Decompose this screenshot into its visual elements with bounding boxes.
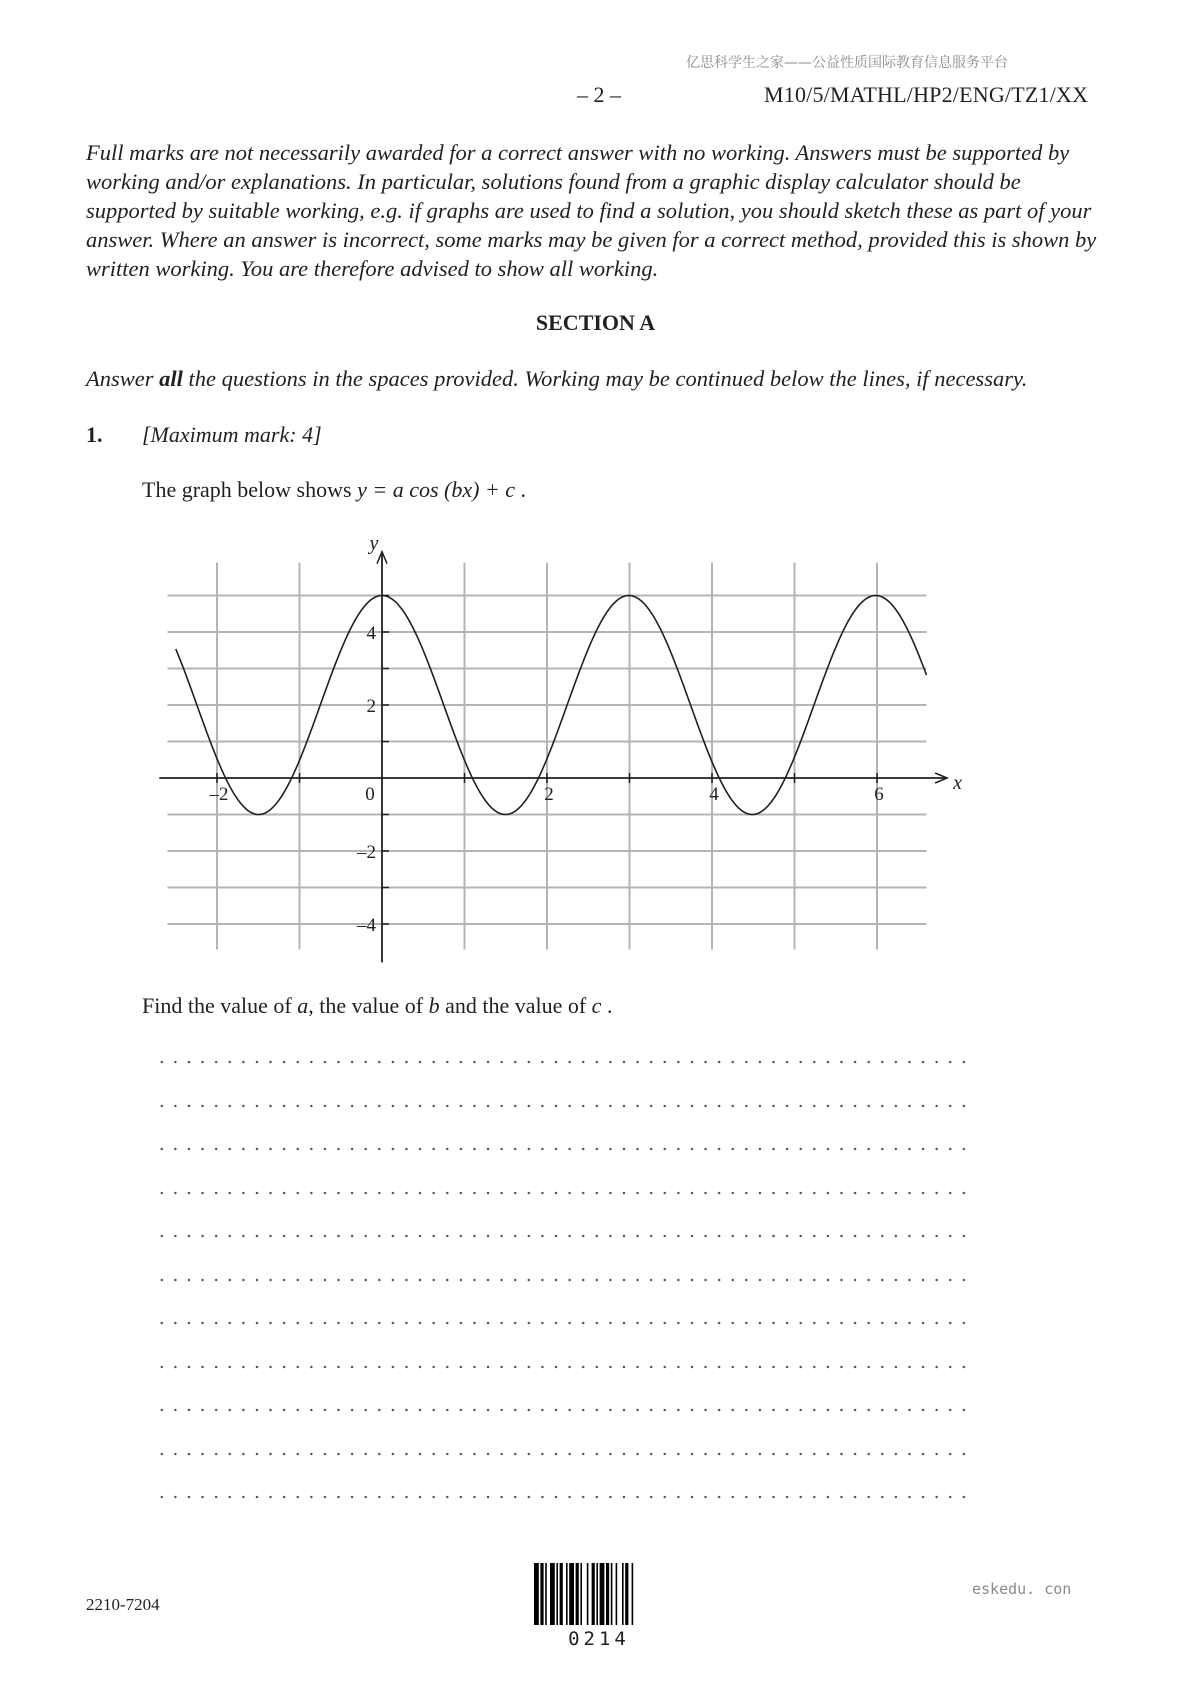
footer-watermark: eskedu. con	[972, 1580, 1072, 1598]
barcode-bar	[545, 1563, 547, 1625]
section-instruction: Answer all the questions in the spaces provided. Working may be continued below the lines, if necessary.	[86, 366, 1028, 391]
answer-area[interactable]	[155, 1060, 970, 1539]
x-tick-label: 2	[544, 784, 554, 805]
cosine-graph	[160, 520, 963, 960]
answer-line[interactable]	[155, 1104, 970, 1148]
y-tick-label: 2	[366, 696, 376, 717]
y-tick-label: 4	[366, 623, 376, 644]
answer-line[interactable]	[155, 1495, 970, 1539]
section-title: SECTION A	[535, 310, 656, 335]
barcode-bar	[611, 1563, 613, 1625]
question-number: 1.	[86, 422, 103, 447]
answer-line[interactable]	[155, 1408, 970, 1452]
var-a: a	[297, 993, 309, 1018]
answer-line[interactable]	[155, 1147, 970, 1191]
barcode-bar	[622, 1563, 624, 1625]
barcode-bar	[534, 1563, 539, 1625]
answer-line[interactable]	[155, 1365, 970, 1409]
answer-line[interactable]	[155, 1191, 970, 1235]
barcode-bar	[596, 1563, 598, 1625]
answer-line[interactable]	[155, 1234, 970, 1278]
x-tick-label: –2	[209, 784, 229, 805]
barcode-bar	[606, 1563, 609, 1625]
barcode-bar	[556, 1563, 558, 1625]
question-stem: The graph below shows y = a cos (bx) + c .	[142, 477, 527, 502]
emphasis-all: all	[159, 366, 183, 391]
paper-code: M10/5/MATHL/HP2/ENG/TZ1/XX	[764, 82, 1089, 107]
barcode-bar	[600, 1563, 605, 1625]
page-number: – 2 –	[577, 82, 621, 107]
answer-line[interactable]	[155, 1060, 970, 1104]
answer-line[interactable]	[155, 1321, 970, 1365]
barcode-bar	[625, 1563, 628, 1625]
barcode-bar	[569, 1563, 574, 1625]
answer-line[interactable]	[155, 1452, 970, 1496]
var-c: c	[591, 993, 602, 1018]
barcode-bar	[540, 1563, 543, 1625]
barcode-bar	[616, 1563, 618, 1625]
question-task: Find the value of a, the value of b and the value of c .	[142, 993, 613, 1018]
document-number: 2210-7204	[86, 1595, 160, 1614]
barcode-bar	[587, 1563, 589, 1625]
barcode-bar	[632, 1563, 634, 1625]
y-axis-label: y	[369, 532, 379, 555]
x-tick-label: 4	[709, 784, 719, 805]
x-axis-label: x	[953, 772, 963, 794]
barcode-bar	[580, 1563, 582, 1625]
barcode-bar	[566, 1563, 568, 1625]
barcode-bar	[560, 1563, 563, 1625]
header-watermark: 亿思科学生之家——公益性质国际教育信息服务平台	[686, 55, 1008, 71]
barcode-bar	[592, 1563, 595, 1625]
barcode-bar	[576, 1563, 579, 1625]
y-tick-label: –2	[357, 842, 376, 863]
barcode-number: 0214	[568, 1628, 630, 1650]
var-b: b	[428, 993, 440, 1018]
x-tick-label: 6	[874, 784, 884, 805]
question-marks: [Maximum mark: 4]	[142, 422, 322, 447]
y-tick-label: –4	[357, 915, 376, 936]
general-instructions: Full marks are not necessarily awarded for a correct answer with no working. Answers must be supported by working and/or explanations. In particular, solutions found from a graphic display calculator should be supported by suitable working, e.g. if graphs are used to find a solution, you should sketch these as part of your answer. Where an answer is incorrect, some marks may be given for a correct method, provided this is shown by written working. You are therefore advised to show all working.	[86, 140, 1097, 281]
barcode	[534, 1563, 664, 1625]
barcode-bar	[550, 1563, 555, 1625]
answer-line[interactable]	[155, 1278, 970, 1322]
function-formula: y = a cos (bx) + c	[357, 477, 516, 502]
x-tick-label: 0	[365, 784, 375, 805]
